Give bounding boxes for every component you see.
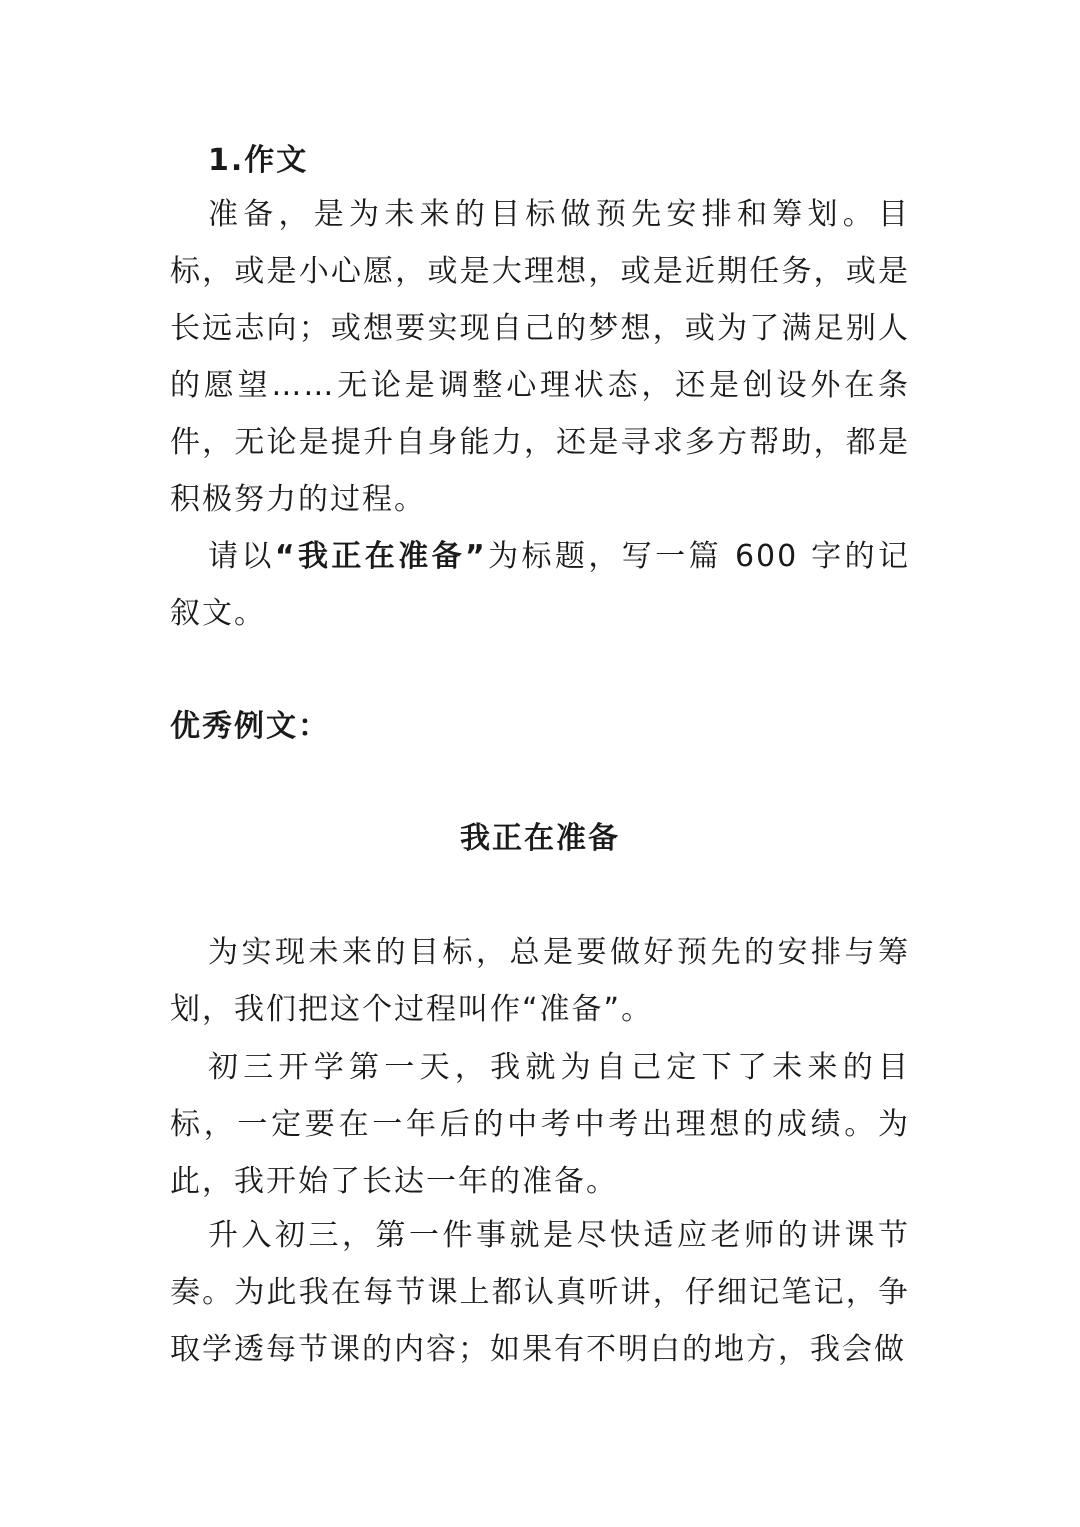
instruction-bold-title: “我正在准备” — [274, 539, 487, 574]
essay-paragraph: 初三开学第一天，我就为自己定下了未来的目标，一定要在一年后的中考中考出理想的成绩。为此，我开始了长达一年的准备。 — [170, 1050, 910, 1199]
essay-title: 我正在准备 — [460, 821, 620, 856]
question-instruction-paragraph — [170, 528, 910, 642]
essay-paragraph: 升入初三，第一件事就是尽快适应老师的讲课节奏。为此我在每节课上都认真听讲，仔细记笔记，争取学透每节课的内容；如果有不明白的地方，我会做 — [170, 1218, 910, 1367]
essay-paragraph: 为实现未来的目标，总是要做好预先的安排与筹划，我们把这个过程叫作“准备”。 — [170, 935, 910, 1027]
example-essay-label: 优秀例文： — [170, 709, 330, 744]
instruction-text-after: 为标题，写一篇 600 字的记叙文。 — [170, 539, 910, 631]
question-heading: 1.作文 — [208, 143, 309, 178]
instruction-text-before: 请以 — [208, 539, 275, 574]
question-prompt-paragraph: 准备，是为未来的目标做预先安排和筹划。目标，或是小心愿，或是大理想，或是近期任务，或是长远志向；或想要实现自己的梦想，或为了满足别人的愿望……无论是调整心理状态，还是创设外在条件，无论是提升自身能力，还是寻求多方帮助，都是积极努力的过程。 — [170, 197, 910, 517]
